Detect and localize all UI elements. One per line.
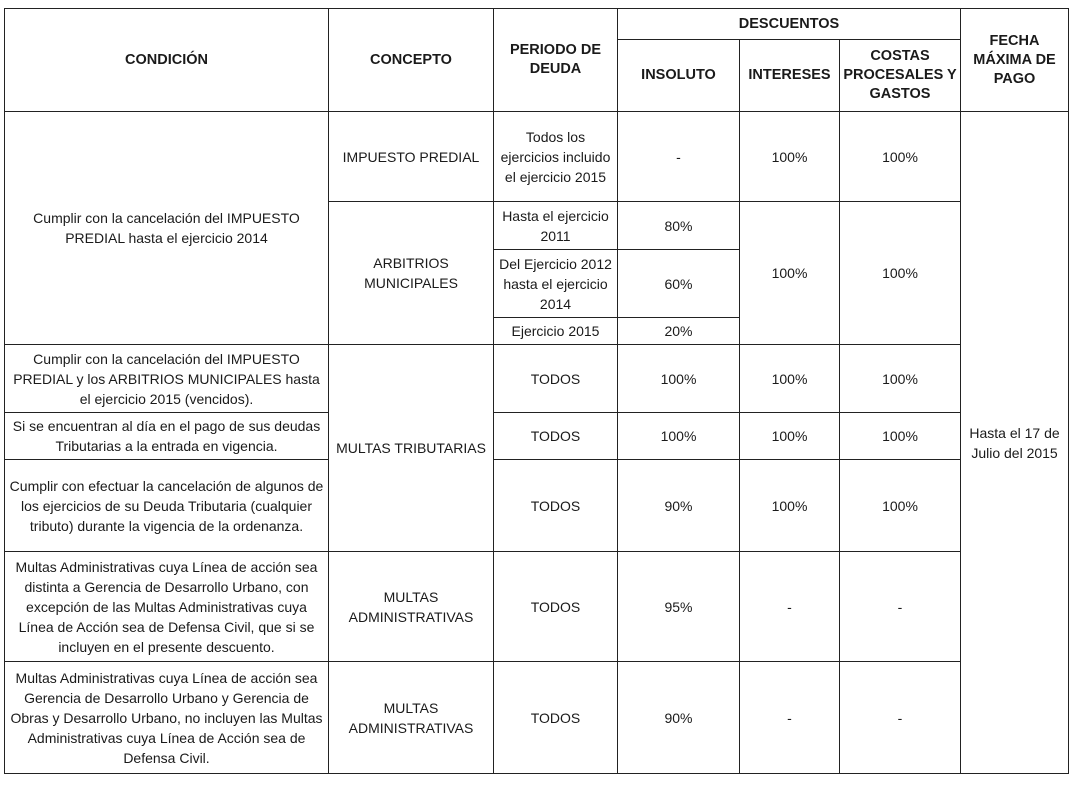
- costas-cell: 100%: [840, 112, 961, 202]
- header-insoluto: INSOLUTO: [618, 40, 740, 112]
- intereses-cell: 100%: [740, 460, 840, 552]
- costas-cell: -: [840, 552, 961, 662]
- header-periodo: PERIODO DE DEUDA: [494, 9, 618, 112]
- intereses-cell: 100%: [740, 413, 840, 460]
- intereses-cell: 100%: [740, 202, 840, 345]
- intereses-cell: 100%: [740, 112, 840, 202]
- intereses-cell: -: [740, 552, 840, 662]
- discount-table: [4, 8, 1069, 774]
- concept-cell: ARBITRIOS MUNICIPALES: [329, 202, 494, 345]
- insoluto-cell: 100%: [618, 345, 740, 413]
- costas-cell: 100%: [840, 413, 961, 460]
- insoluto-cell: 60%: [618, 250, 740, 318]
- table-row: [5, 552, 1069, 662]
- period-cell: Hasta el ejercicio 2011: [494, 202, 618, 250]
- concept-cell: IMPUESTO PREDIAL: [329, 112, 494, 202]
- table-row: [5, 345, 1069, 413]
- table-row: [5, 112, 1069, 202]
- concept-cell: MULTAS ADMINISTRATIVAS: [329, 552, 494, 662]
- period-cell: TODOS: [494, 413, 618, 460]
- period-cell: TODOS: [494, 662, 618, 774]
- header-condicion: CONDICIÓN: [5, 9, 329, 112]
- header-costas: COSTAS PROCESALES Y GASTOS: [840, 40, 961, 112]
- table-row: [5, 460, 1069, 552]
- insoluto-cell: 100%: [618, 413, 740, 460]
- insoluto-cell: 90%: [618, 662, 740, 774]
- header-fecha: FECHA MÁXIMA DE PAGO: [961, 9, 1069, 112]
- costas-cell: 100%: [840, 460, 961, 552]
- period-cell: TODOS: [494, 552, 618, 662]
- period-cell: TODOS: [494, 460, 618, 552]
- costas-cell: 100%: [840, 202, 961, 345]
- insoluto-cell: 90%: [618, 460, 740, 552]
- costas-cell: -: [840, 662, 961, 774]
- header-concepto: CONCEPTO: [329, 9, 494, 112]
- condition-cell: Si se encuentran al día en el pago de sus deudas Tributarias a la entrada en vigencia.: [5, 413, 329, 460]
- table-row: [5, 662, 1069, 774]
- costas-cell: 100%: [840, 345, 961, 413]
- condition-cell: Cumplir con la cancelación del IMPUESTO PREDIAL y los ARBITRIOS MUNICIPALES hasta el ejercicio 2015 (vencidos).: [5, 345, 329, 413]
- insoluto-cell: -: [618, 112, 740, 202]
- period-cell: TODOS: [494, 345, 618, 413]
- fecha-maxima-cell: Hasta el 17 de Julio del 2015: [961, 112, 1069, 774]
- table-row: [5, 413, 1069, 460]
- header-descuentos: DESCUENTOS: [618, 9, 961, 40]
- header-intereses: INTERESES: [740, 40, 840, 112]
- concept-cell: MULTAS TRIBUTARIAS: [329, 345, 494, 552]
- period-cell: Todos los ejercicios incluido el ejercicio 2015: [494, 112, 618, 202]
- period-cell: Ejercicio 2015: [494, 318, 618, 345]
- insoluto-cell: 20%: [618, 318, 740, 345]
- intereses-cell: 100%: [740, 345, 840, 413]
- condition-cell: Multas Administrativas cuya Línea de acción sea distinta a Gerencia de Desarrollo Urbano, con excepción de las Multas Administrativas cuya Línea de Acción sea de Defensa Civil, que si se incluyen en el presente descuento.: [5, 552, 329, 662]
- condition-cell: Cumplir con efectuar la cancelación de algunos de los ejercicios de su Deuda Tributaria (cualquier tributo) durante la vigencia de la ordenanza.: [5, 460, 329, 552]
- insoluto-cell: 95%: [618, 552, 740, 662]
- condition-cell: Cumplir con la cancelación del IMPUESTO PREDIAL hasta el ejercicio 2014: [5, 112, 329, 345]
- intereses-cell: -: [740, 662, 840, 774]
- insoluto-cell: 80%: [618, 202, 740, 250]
- condition-cell: Multas Administrativas cuya Línea de acción sea Gerencia de Desarrollo Urbano y Gerencia de Obras y Desarrollo Urbano, no incluyen las Multas Administrativas cuya Línea de Acción sea de Defensa Civil.: [5, 662, 329, 774]
- concept-cell: MULTAS ADMINISTRATIVAS: [329, 662, 494, 774]
- period-cell: Del Ejercicio 2012 hasta el ejercicio 2014: [494, 250, 618, 318]
